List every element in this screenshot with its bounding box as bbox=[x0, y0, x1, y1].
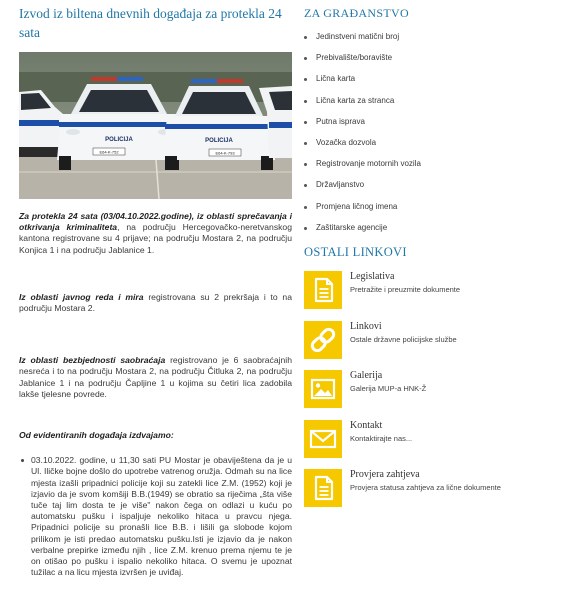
paragraph-public-order: Iz oblasti javnog reda i mira registrovana su 2 prekršaja i to na području Mostara 2. bbox=[19, 291, 292, 314]
link-legislation[interactable] bbox=[304, 271, 554, 311]
license-plate-left: E64-K-752 bbox=[99, 149, 119, 155]
paragraph-highlights-heading: Od evidentiranih događaja izdvajamo: bbox=[19, 430, 174, 441]
citizen-link-foreigner-id[interactable]: Lična karta za stranca bbox=[304, 95, 421, 116]
link-description: Provjera statusa zahtjeva za lične dokumente bbox=[350, 483, 501, 492]
link-title[interactable]: Legislativa bbox=[350, 271, 395, 282]
link-description: Ostale državne policijske službe bbox=[350, 335, 457, 344]
envelope-icon bbox=[304, 420, 342, 458]
car-label-2: POLICIJA bbox=[205, 138, 233, 144]
citizen-link-vehicle-registration[interactable]: Registrovanje motornih vozila bbox=[304, 158, 421, 179]
report-list-item: 03.10.2022. godine, u 11,30 sati PU Mostar je obaviještena da je u Ul. Iličke bojne došlo do upotrebe vatrenog oružja. Odmah su na lice mjesta izašli pripadnici policije koji su zatekli lice Z.M. (1952) koji je izjavio da je svom komšiji B.B.(1949) se obratio sa riječima „šta više tuče taj lim dosta te je više" nakon čega on odlazi u kuću po automatsku pušku i ispaljuje nekoliko hitaca u pravcu njega. Pripadnici policije su pronašli lice B.B. i lišili ga slobode kojom prilikom je isti predao automatsku pušku.Isti je izjavio da je nakon verbalne prepirke između njih , lice Z.M. krenuo prema njemu te je on otišao po pušku i ispalio nekoliko hitaca. O svemu je upoznat tužilac a na licu mjesta izvršen je uviđaj. bbox=[19, 455, 292, 578]
document-icon bbox=[304, 469, 342, 507]
car-label: POLICIJA bbox=[105, 137, 133, 143]
citizen-link-name-change[interactable]: Promjena ličnog imena bbox=[304, 201, 421, 222]
link-title[interactable]: Provjera zahtjeva bbox=[350, 469, 420, 480]
citizen-link-residence[interactable]: Prebivalište/boravište bbox=[304, 52, 421, 73]
article-title[interactable]: Izvod iz biltena dnevnih događaja za protekla 24 sata bbox=[19, 6, 282, 40]
citizen-link-security-agencies[interactable]: Zaštitarske agencije bbox=[304, 222, 421, 243]
article bbox=[19, 4, 292, 578]
paragraph-traffic-safety: Iz oblasti bezbjednosti saobraćaja registrovano je 6 saobraćajnih nesreća i to na području Mostara 2, na području Čitluka 2, na području Jablanice 1 i na području Čapljine 1 u kojima su četiri lica zadobila lakše tjelesne povrede. bbox=[19, 355, 292, 399]
citizen-link-id-card[interactable]: Lična karta bbox=[304, 73, 421, 94]
document-icon bbox=[304, 271, 342, 309]
link-contact[interactable] bbox=[304, 420, 554, 460]
image-icon bbox=[304, 370, 342, 408]
link-title[interactable]: Kontakt bbox=[350, 420, 383, 431]
link-description: Pretražite i preuzmite dokumente bbox=[350, 285, 461, 294]
chain-link-icon bbox=[304, 321, 342, 359]
links-heading: OSTALI LINKOVI bbox=[304, 245, 407, 259]
link-gallery[interactable] bbox=[304, 370, 554, 410]
link-request-check[interactable] bbox=[304, 469, 554, 509]
citizen-link-passport[interactable]: Putna isprava bbox=[304, 116, 421, 137]
bullet-icon bbox=[21, 459, 24, 462]
citizen-link-citizenship[interactable]: Državljanstvo bbox=[304, 179, 421, 200]
citizen-link-driving-license[interactable]: Vozačka dozvola bbox=[304, 137, 421, 158]
paragraph-crime: Za protekla 24 sata (03/04.10.2022.godine), iz oblasti sprečavanja i otkrivanja kriminaliteta, na području Hercegovačko-neretvanskog kantona registrovane su 4 prijave; na području Mostara 2, na području Konjica 1 i na području Jablanice 1. bbox=[19, 211, 292, 255]
article-photo bbox=[19, 52, 292, 199]
citizens-list bbox=[304, 31, 421, 243]
license-plate-right: E64-K-793 bbox=[215, 150, 235, 156]
citizens-heading: ZA GRAĐANSTVO bbox=[304, 6, 409, 20]
link-description: Kontaktirajte nas... bbox=[350, 434, 413, 443]
link-title[interactable]: Linkovi bbox=[350, 321, 382, 332]
link-links[interactable] bbox=[304, 321, 554, 361]
link-description: Galerija MUP-a HNK-Ž bbox=[350, 384, 427, 393]
link-title[interactable]: Galerija bbox=[350, 370, 383, 381]
citizen-link-jmb[interactable]: Jedinstveni matični broj bbox=[304, 31, 421, 52]
